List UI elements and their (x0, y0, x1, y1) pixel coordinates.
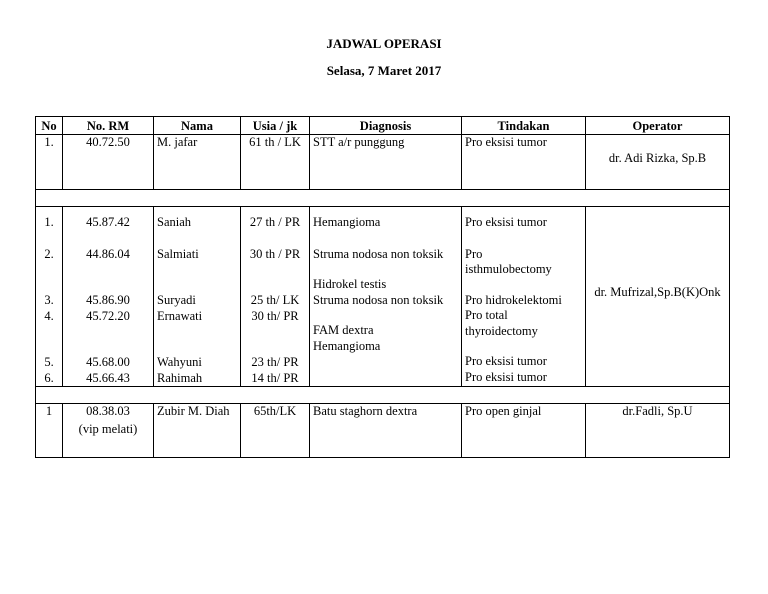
cell-nama: Zubir M. Diah (154, 404, 241, 458)
cell-diagnosis-group (310, 207, 462, 387)
header-no: No (36, 117, 63, 135)
table-row (36, 135, 730, 190)
cell-no: 3. (44, 293, 54, 307)
cell-nama: Suryadi (157, 293, 196, 307)
cell-usia: 65th/LK (241, 404, 310, 458)
cell-usia: 23 th/ PR (251, 355, 299, 369)
cell-rm: 45.68.00 (86, 355, 130, 369)
cell-operator-group (586, 207, 730, 387)
cell-rm: 40.72.50 (63, 135, 154, 190)
cell-tindakan: Pro total thyroidectomy (465, 308, 538, 338)
cell-rm: 08.38.03 (86, 404, 130, 418)
cell-tindakan: Pro isthmulobectomy (465, 246, 552, 276)
cell-no: 5. (44, 355, 54, 369)
header-operator: Operator (586, 117, 730, 135)
cell-rm: 44.86.04 (86, 246, 130, 261)
cell-tindakan: Pro eksisi tumor (465, 369, 547, 384)
schedule-table (35, 116, 730, 458)
table-header-row (36, 117, 730, 135)
cell-tindakan: Pro eksisi tumor (465, 215, 547, 229)
cell-no: 6. (44, 370, 54, 385)
cell-usia: 27 th / PR (249, 215, 301, 229)
cell-tindakan: Pro hidrokelektomi (465, 292, 562, 307)
cell-rm: 45.66.43 (86, 370, 130, 385)
cell-tindakan: Pro eksisi tumor (465, 354, 547, 368)
cell-nama: Wahyuni (157, 355, 202, 369)
page-subtitle: Selasa, 7 Maret 2017 (326, 63, 442, 78)
cell-tindakan: Pro open ginjal (462, 404, 586, 458)
cell-tindakan-group (462, 207, 586, 387)
cell-rm: 45.87.42 (86, 215, 130, 229)
cell-usia: 61 th / LK (241, 135, 310, 190)
cell-nama-group (154, 207, 241, 387)
header-nama: Nama (154, 117, 241, 135)
cell-tindakan: Pro eksisi tumor (462, 135, 586, 190)
cell-no: 1. (36, 135, 63, 190)
header-diagnosis: Diagnosis (310, 117, 462, 135)
cell-no: 1. (44, 215, 54, 229)
operator-name: dr. Adi Rizka, Sp.B (608, 151, 707, 165)
cell-no: 4. (44, 308, 54, 323)
cell-rm-note: (vip melati) (78, 421, 138, 436)
cell-nama: Saniah (157, 215, 192, 229)
cell-no-group (36, 207, 63, 387)
separator-row (36, 387, 730, 404)
cell-usia-group (241, 207, 310, 387)
cell-usia: 30 th/ PR (251, 308, 299, 323)
table-row (36, 404, 730, 458)
cell-nama: M. jafar (154, 135, 241, 190)
header-usia: Usia / jk (241, 117, 310, 135)
cell-operator: dr.Fadli, Sp.U (586, 404, 730, 458)
cell-nama: Rahimah (157, 370, 203, 385)
cell-nama: Ernawati (157, 308, 203, 323)
cell-usia: 25 th/ LK (250, 293, 300, 307)
cell-rm: 45.72.20 (86, 308, 130, 323)
cell-diagnosis: FAM dextra (313, 323, 374, 337)
cell-diagnosis: STT a/r punggung (310, 135, 462, 190)
cell-operator (586, 135, 730, 190)
cell-rm-group (63, 207, 154, 387)
table-row (36, 207, 730, 387)
cell-usia: 14 th/ PR (251, 370, 299, 385)
operator-name: dr. Mufrizal,Sp.B(K)Onk (594, 285, 721, 299)
page-title: JADWAL OPERASI (326, 36, 442, 51)
cell-nama: Salmiati (157, 246, 199, 261)
cell-no: 1 (36, 404, 63, 458)
cell-rm-group (63, 404, 154, 458)
cell-no: 2. (44, 246, 54, 261)
cell-diagnosis: Struma nodosa non toksik (313, 246, 444, 261)
separator-row (36, 190, 730, 207)
cell-diagnosis: Hidrokel testis (313, 277, 387, 291)
cell-diagnosis: Struma nodosa non toksik (313, 292, 444, 307)
header-rm: No. RM (63, 117, 154, 135)
cell-diagnosis: Hemangioma (313, 215, 381, 229)
header-tindakan: Tindakan (462, 117, 586, 135)
cell-diagnosis: Hemangioma (313, 338, 381, 353)
cell-rm: 45.86.90 (86, 293, 130, 307)
cell-usia: 30 th / PR (249, 246, 301, 261)
cell-diagnosis: Batu staghorn dextra (310, 404, 462, 458)
